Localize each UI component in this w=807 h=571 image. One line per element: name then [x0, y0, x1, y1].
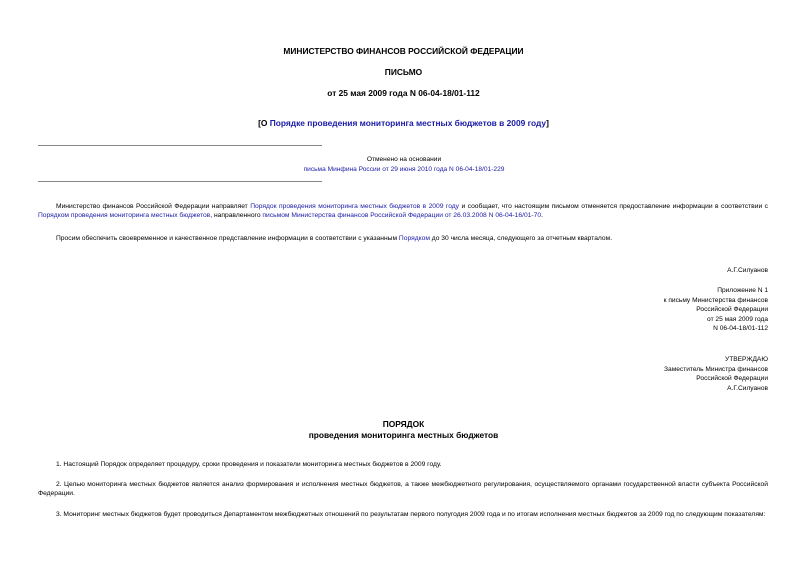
appendix-line-4: от 25 мая 2009 года: [707, 315, 768, 323]
appendix-block: [438, 286, 768, 334]
procedure-item-3-text: 3. Мониторинг местных бюджетов будет проводиться Департаментом межбюджетных отношений по результатам первого полугодия 2009 года и по итогам исполнения местных бюджетов за 2009 год по следующим показателям:: [56, 511, 766, 518]
procedure-item-1: [38, 460, 768, 469]
ministry-letter-2008-link[interactable]: письмом Министерства финансов Российской Федерации от 26.03.2008 N 06-04-16/01-70: [262, 212, 542, 220]
approval-block: [438, 355, 768, 393]
title-bracket-close: ]: [546, 118, 549, 128]
p1-text-b: и сообщает, что настоящим письмом отменяется предоставление информации в соответствии с: [459, 203, 768, 210]
appendix-line-1: Приложение N 1: [717, 287, 768, 294]
procedure-item-3: [38, 510, 768, 519]
cancellation-letter-link[interactable]: письма Минфина России от 29 июня 2010 года N 06-04-18/01-229: [303, 166, 505, 173]
document-date-number: от 25 мая 2009 года N 06-04-18/01-112: [327, 88, 480, 98]
ministry-heading: МИНИСТЕРСТВО ФИНАНСОВ РОССИЙСКОЙ ФЕДЕРАЦИИ: [283, 46, 524, 56]
monitoring-procedure-link[interactable]: Порядком проведения мониторинга местных бюджетов: [38, 212, 211, 220]
notice-line: Отменено на основании: [366, 156, 442, 163]
approval-line-2: Заместитель Министра финансов: [664, 365, 768, 373]
approval-line-1: УТВЕРЖДАЮ: [725, 356, 768, 363]
divider-top: [38, 145, 322, 146]
p2-text-a: Просим обеспечить своевременное и качественное представление информации в соответствии с указанным: [56, 235, 399, 242]
procedure-subtitle: проведения мониторинга местных бюджетов: [308, 430, 499, 440]
divider-bottom: [38, 181, 322, 182]
procedure-item-1-text: 1. Настоящий Порядок определяет процедуру, сроки проведения и показатели мониторинга местных бюджетов в 2009 году.: [56, 461, 442, 468]
procedure-item-2-text: 2. Целью мониторинга местных бюджетов является анализ формирования и исполнения местных бюджетов, а также межбюджетного регулирования, осуществляемого органами государственной власти субъекта Российской Федерации.: [38, 481, 768, 498]
appendix-line-5: N 06-04-18/01-112: [713, 325, 768, 333]
signature: А.Г.Силуанов: [727, 267, 768, 274]
p2-text-b: до 30 числа месяца, следующего за отчетным кварталом.: [429, 235, 613, 242]
p1-text-a: Министерство финансов Российской Федерации направляет: [56, 203, 251, 210]
document-title: [0, 118, 807, 128]
p1-text-d: .: [541, 212, 543, 220]
paragraph-2: [38, 234, 768, 243]
appendix-line-2: к письму Министерства финансов: [663, 296, 768, 304]
procedure-item-2: [38, 480, 768, 499]
p1-text-c: , направленного: [210, 212, 263, 220]
paragraph-1: [38, 202, 768, 221]
title-bracket-open: [О: [258, 118, 270, 128]
approval-line-3: Российской Федерации: [696, 375, 768, 383]
approval-line-4: А.Г.Силуанов: [727, 384, 768, 392]
notice-link-line: [38, 165, 770, 175]
document-type: ПИСЬМО: [384, 67, 423, 77]
title-link[interactable]: Порядке проведения мониторинга местных бюджетов в 2009 году: [269, 118, 547, 128]
procedure-title: ПОРЯДОК: [382, 419, 425, 429]
procedure-link[interactable]: Порядком: [398, 235, 430, 242]
procedure-2009-link[interactable]: Порядок проведения мониторинга местных бюджетов в 2009 году: [250, 203, 460, 210]
appendix-line-3: Российской Федерации: [696, 306, 768, 314]
